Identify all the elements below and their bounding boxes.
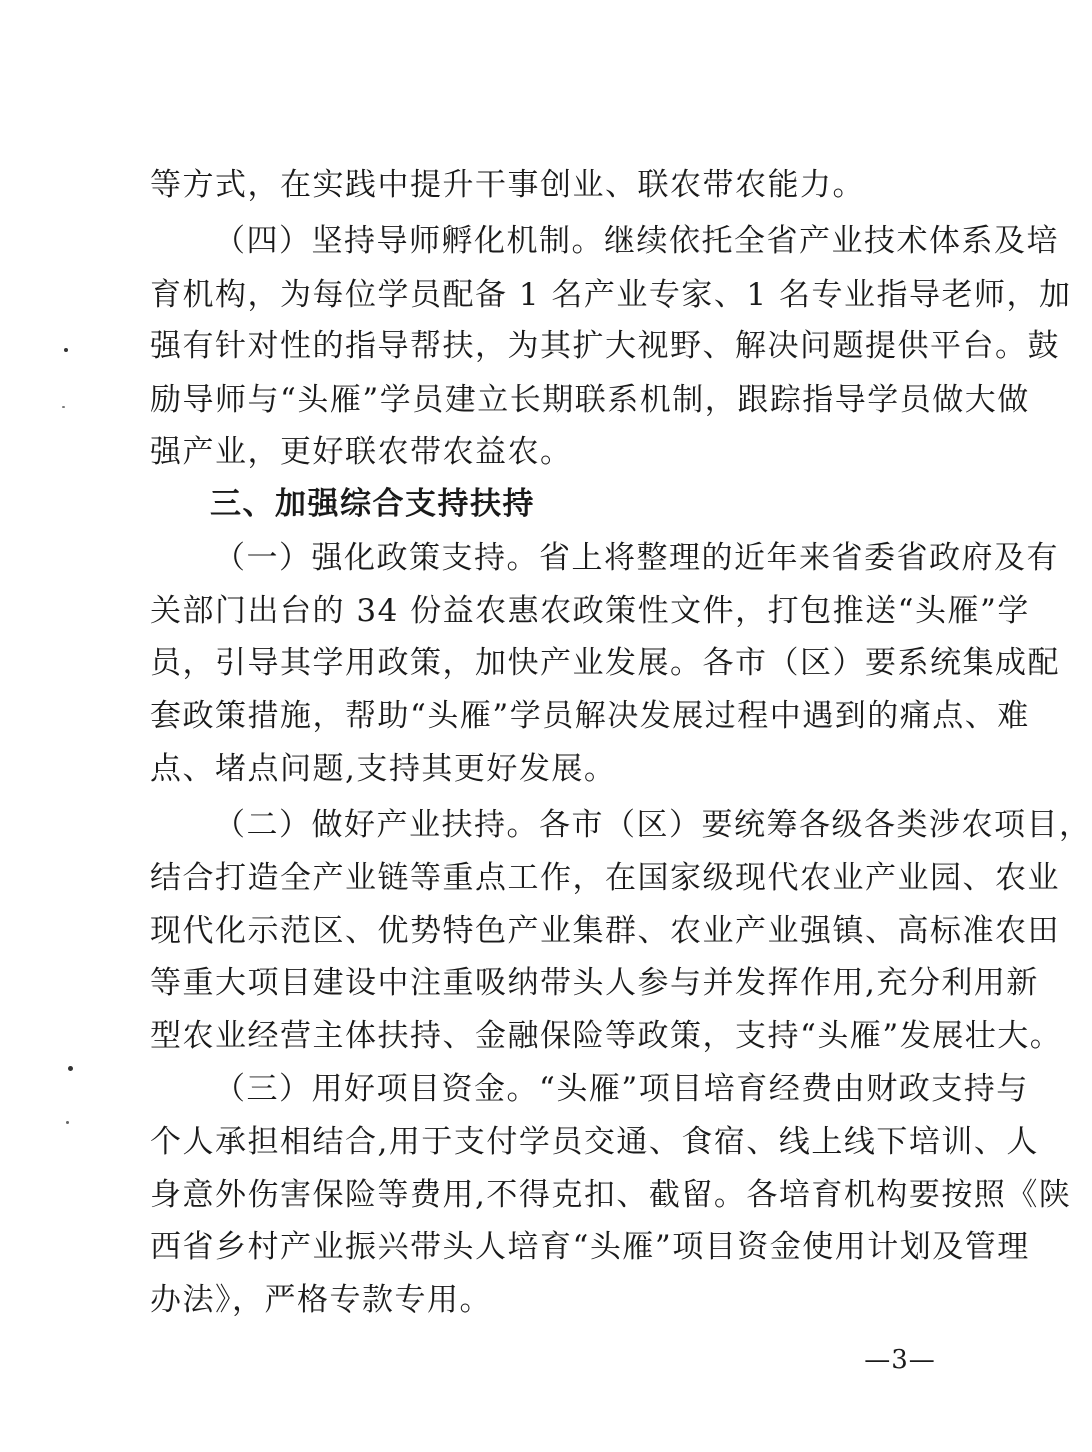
text-line: 励导师与“头雁”学员建立长期联系机制，跟踪指导学员做大做: [150, 382, 1030, 418]
text-line: 套政策措施，帮助“头雁”学员解决发展过程中遇到的痛点、难: [150, 698, 1030, 734]
text-line: 关部门出台的 34 份益农惠农政策性文件，打包推送“头雁”学: [150, 593, 1030, 629]
section-paragraph-start: （二）做好产业扶持。各市（区）要统筹各级各类涉农项目，: [214, 807, 1092, 843]
text-line: 强有针对性的指导帮扶，为其扩大视野、解决问题提供平台。鼓: [150, 328, 1060, 364]
text-line: 西省乡村产业振兴带头人培育“头雁”项目资金使用计划及管理: [150, 1229, 1030, 1265]
text-line: 结合打造全产业链等重点工作，在国家级现代农业产业园、农业: [150, 860, 1060, 896]
text-line: 等方式，在实践中提升干事创业、联农带农能力。: [150, 167, 865, 203]
text-line: 现代化示范区、优势特色产业集群、农业产业强镇、高标准农田: [150, 913, 1060, 949]
text-line: 员，引导其学用政策，加快产业发展。各市（区）要系统集成配: [150, 645, 1060, 681]
scan-speck: [64, 348, 68, 352]
section-paragraph-start: （一）强化政策支持。省上将整理的近年来省委省政府及有: [214, 540, 1059, 576]
text-line: 身意外伤害保险等费用,不得克扣、截留。各培育机构要按照《陕: [150, 1177, 1072, 1213]
page-number: —3—: [864, 1345, 936, 1375]
text-line: 强产业，更好联农带农益农。: [150, 434, 573, 470]
text-line: 办法》，严格专款专用。: [150, 1282, 492, 1318]
scan-speck: [68, 1066, 73, 1071]
text-line: 型农业经营主体扶持、金融保险等政策，支持“头雁”发展壮大。: [150, 1018, 1063, 1054]
text-line: 等重大项目建设中注重吸纳带头人参与并发挥作用,充分利用新: [150, 965, 1039, 1001]
scan-speck: [66, 1121, 69, 1124]
section-paragraph-start: （四）坚持导师孵化机制。继续依托全省产业技术体系及培: [214, 223, 1059, 259]
section-heading: 三、加强综合支持扶持: [210, 486, 535, 522]
section-paragraph-start: （三）用好项目资金。“头雁”项目培育经费由财政支持与: [214, 1071, 1029, 1107]
text-line: 个人承担相结合,用于支付学员交通、食宿、线上线下培训、人: [150, 1124, 1039, 1160]
text-line: 点、堵点问题,支持其更好发展。: [150, 751, 617, 787]
scan-speck: [62, 406, 65, 408]
text-line: 育机构，为每位学员配备 1 名产业专家、1 名专业指导老师，加: [150, 277, 1072, 313]
